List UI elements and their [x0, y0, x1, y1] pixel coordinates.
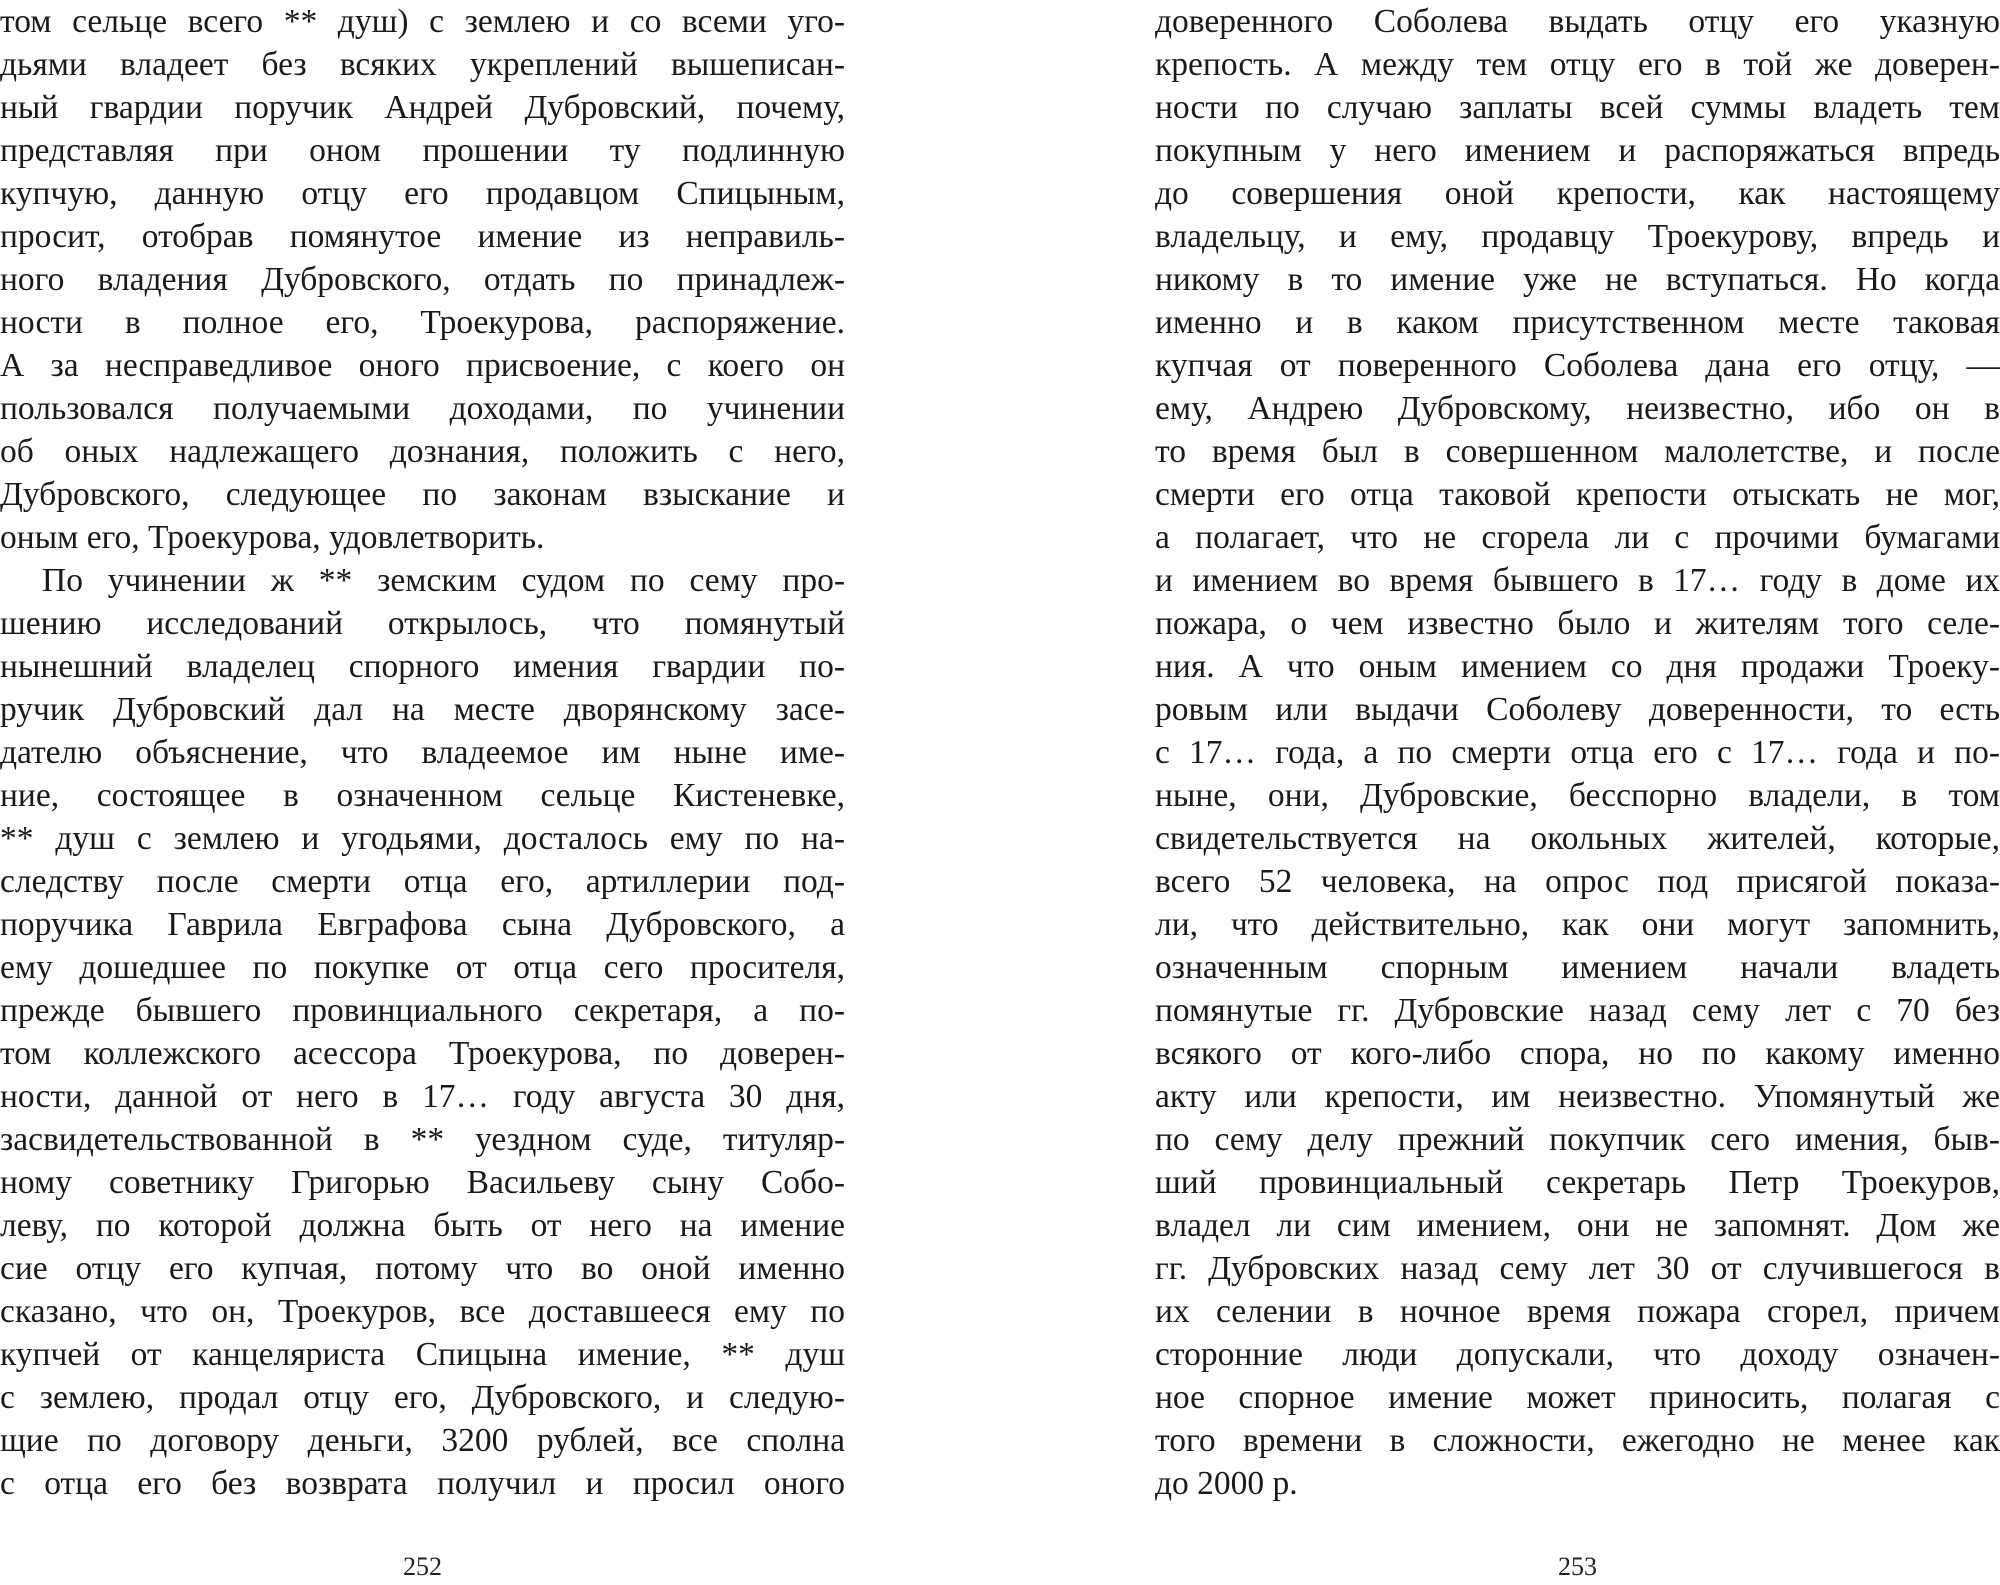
text-line: ние, состоящее в означенном сельце Кистеневке,: [0, 777, 845, 814]
text-line: то время был в совершенном малолетстве, и после: [1155, 433, 2000, 470]
text-line: поручика Гаврила Евграфова сына Дубровского, а: [0, 906, 845, 943]
text-line: свидетельствуется на окольных жителей, которые,: [1155, 820, 2000, 857]
text-line: ли, что действительно, как они могут запомнить,: [1155, 906, 2000, 943]
text-line: именно и в каком присутственном месте таковая: [1155, 304, 2000, 341]
right-page-text: [1155, 0, 2000, 1505]
text-line: А за несправедливое оного присвоение, с коего он: [0, 347, 845, 384]
text-line: ему дошедшее по покупке от отца сего просителя,: [0, 949, 845, 986]
text-line: купчая от поверенного Соболева дана его отцу, —: [1155, 347, 2000, 384]
text-line: с отца его без возврата получил и просил оного: [0, 1465, 845, 1502]
text-line: их селении в ночное время пожара сгорел, причем: [1155, 1293, 2000, 1330]
text-line: дьями владеет без всяких укреплений вышеписан-: [0, 46, 845, 83]
text-line: ** душ с землею и угодьями, досталось ему по на-: [0, 820, 845, 857]
text-line: купчей от канцеляриста Спицына имение, ** душ: [0, 1336, 845, 1373]
left-page: [0, 0, 845, 1585]
text-line: нынешний владелец спорного имения гвардии по-: [0, 648, 845, 685]
text-line: об оных надлежащего дознания, положить с него,: [0, 433, 845, 470]
text-line: означенным спорным имением начали владеть: [1155, 949, 2000, 986]
text-line: сторонние люди допускали, что доходу означен-: [1155, 1336, 2000, 1373]
text-line: ный гвардии поручик Андрей Дубровский, почему,: [0, 89, 845, 126]
text-line: ручик Дубровский дал на месте дворянскому засе-: [0, 691, 845, 728]
text-line: пользовался получаемыми доходами, по учинении: [0, 390, 845, 427]
text-line: По учинении ж ** земским судом по сему про-: [42, 562, 845, 599]
text-line: смерти его отца таковой крепости отыскать не мог,: [1155, 476, 2000, 513]
text-line: просит, отобрав помянутое имение из неправиль-: [0, 218, 845, 255]
text-line: ному советнику Григорью Васильеву сыну Собо-: [0, 1164, 845, 1201]
text-line: ности в полное его, Троекурова, распоряжение.: [0, 304, 845, 341]
text-line: оным его, Троекурова, удовлетворить.: [0, 519, 545, 556]
text-line: с землею, продал отцу его, Дубровского, и следую-: [0, 1379, 845, 1416]
text-line: ший провинциальный секретарь Петр Троекуров,: [1155, 1164, 2000, 1201]
text-line: всякого от кого-либо спора, но по какому именно: [1155, 1035, 2000, 1072]
text-line: никому в то имение уже не вступаться. Но когда: [1155, 261, 2000, 298]
text-line: сказано, что он, Троекуров, все доставшееся ему по: [0, 1293, 845, 1330]
text-line: а полагает, что не сгорела ли с прочими бумагами: [1155, 519, 2000, 556]
text-line: ности по случаю заплаты всей суммы владеть тем: [1155, 89, 2000, 126]
text-line: следству после смерти отца его, артиллерии под-: [0, 863, 845, 900]
text-line: Дубровского, следующее по законам взыскание и: [0, 476, 845, 513]
text-line: всего 52 человека, на опрос под присягой показа-: [1155, 863, 2000, 900]
text-line: засвидетельствованной в ** уездном суде, титуляр-: [0, 1121, 845, 1158]
text-line: том коллежского асессора Троекурова, по доверен-: [0, 1035, 845, 1072]
text-line: представляя при оном прошении ту подлинную: [0, 132, 845, 169]
text-line: щие по договору деньги, 3200 рублей, все сполна: [0, 1422, 845, 1459]
text-line: владел ли сим имением, они не запомнят. Дом же: [1155, 1207, 2000, 1244]
text-line: ного владения Дубровского, отдать по принадлеж-: [0, 261, 845, 298]
text-line: и имением во время бывшего в 17… году в доме их: [1155, 562, 2000, 599]
left-page-text: [0, 0, 845, 1505]
text-line: доверенного Соболева выдать отцу его указную: [1155, 3, 2000, 40]
text-line: акту или крепости, им неизвестно. Упомянутый же: [1155, 1078, 2000, 1115]
text-line: ния. А что оным имением со дня продажи Троеку-: [1155, 648, 2000, 685]
text-line: купчую, данную отцу его продавцом Спицыным,: [0, 175, 845, 212]
text-line: ности, данной от него в 17… году августа 30 дня,: [0, 1078, 845, 1115]
text-line: крепость. А между тем отцу его в той же доверен-: [1155, 46, 2000, 83]
text-line: ныне, они, Дубровские, бесспорно владели, в том: [1155, 777, 2000, 814]
text-line: до 2000 р.: [1155, 1465, 1298, 1502]
text-line: того времени в сложности, ежегодно не менее как: [1155, 1422, 2000, 1459]
text-line: по сему делу прежний покупчик сего имения, быв-: [1155, 1121, 2000, 1158]
text-line: сие отцу его купчая, потому что во оной именно: [0, 1250, 845, 1287]
text-line: ему, Андрею Дубровскому, неизвестно, ибо он в: [1155, 390, 2000, 427]
text-line: до совершения оной крепости, как настоящему: [1155, 175, 2000, 212]
page-number: 252: [403, 1552, 442, 1581]
text-line: покупным у него имением и распоряжаться впредь: [1155, 132, 2000, 169]
text-line: с 17… года, а по смерти отца его с 17… года и по-: [1155, 734, 2000, 771]
text-line: том сельце всего ** душ) с землею и со всеми уго-: [0, 3, 845, 40]
right-page: [1155, 0, 2000, 1585]
text-line: шению исследований открылось, что помянутый: [0, 605, 845, 642]
page-number: 253: [1558, 1552, 1597, 1581]
text-line: ровым или выдачи Соболеву доверенности, то есть: [1155, 691, 2000, 728]
text-line: ное спорное имение может приносить, полагая с: [1155, 1379, 2000, 1416]
text-line: прежде бывшего провинциального секретаря, а по-: [0, 992, 845, 1029]
text-line: пожара, о чем известно было и жителям того селе-: [1155, 605, 2000, 642]
text-line: дателю объяснение, что владеемое им ныне име-: [0, 734, 845, 771]
text-line: помянутые гг. Дубровские назад сему лет с 70 без: [1155, 992, 2000, 1029]
text-line: гг. Дубровских назад сему лет 30 от случившегося в: [1155, 1250, 2000, 1287]
text-line: леву, по которой должна быть от него на имение: [0, 1207, 845, 1244]
text-line: владельцу, и ему, продавцу Троекурову, впредь и: [1155, 218, 2000, 255]
